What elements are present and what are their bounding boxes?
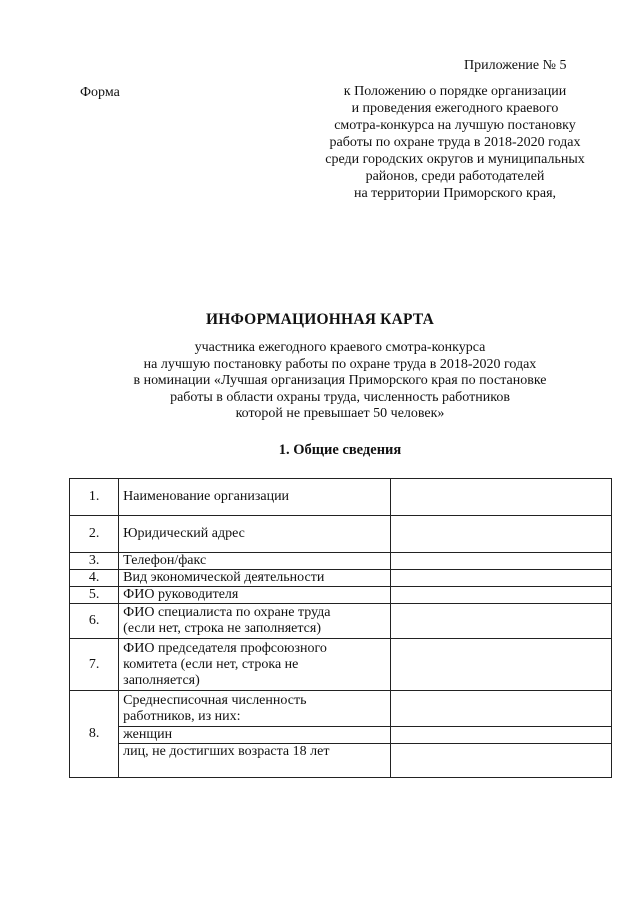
info-table <box>69 478 612 778</box>
row-label-line: ФИО специалиста по охране труда <box>123 605 331 620</box>
table-row <box>70 553 612 570</box>
document-subtitle <box>100 340 580 423</box>
table-subrow <box>70 744 612 778</box>
subtitle-line: которой не превышает 50 человек» <box>235 406 445 421</box>
regulation-line: работы по охране труда в 2018-2020 годах <box>329 135 581 150</box>
row-value-cell[interactable] <box>391 587 612 604</box>
row-value-cell[interactable] <box>391 570 612 587</box>
table-row <box>70 604 612 639</box>
row-label-line: комитета (если нет, строка не <box>123 656 299 672</box>
subtitle-line: на лучшую постановку работы по охране труда в 2018-2020 годах <box>143 356 537 372</box>
subrow-label <box>119 727 391 744</box>
row-label <box>119 587 391 604</box>
row-number: 1. <box>70 479 119 516</box>
regulation-reference <box>300 83 610 202</box>
form-label: Форма <box>80 85 120 100</box>
row-label-line: Вид экономической деятельности <box>123 570 325 585</box>
table-row <box>70 639 612 691</box>
subrow-label <box>119 744 391 778</box>
table-row <box>70 479 612 516</box>
row-number: 7. <box>70 639 119 691</box>
row-label-line: заполняется) <box>123 672 200 688</box>
table-row <box>70 570 612 587</box>
row-label-line: ФИО председателя профсоюзного <box>123 640 327 656</box>
row-label-line: Среднесписочная численность <box>123 692 307 708</box>
row-label <box>119 604 391 639</box>
row-value-cell[interactable] <box>391 479 612 516</box>
table-row <box>70 587 612 604</box>
subtitle-line: участника ежегодного краевого смотра-конкурса <box>194 340 486 355</box>
row-label <box>119 691 391 727</box>
row-number: 8. <box>70 691 119 778</box>
row-number: 6. <box>70 604 119 639</box>
row-label-line: лиц, не достигших возраста 18 лет <box>123 744 330 759</box>
row-label <box>119 553 391 570</box>
subtitle-line: в номинации «Лучшая организация Приморского края по постановке <box>133 373 547 388</box>
row-value-cell[interactable] <box>391 553 612 570</box>
row-label-line: ФИО руководителя <box>123 587 239 602</box>
regulation-line: районов, среди работодателей <box>365 169 545 184</box>
table-subrow <box>70 727 612 744</box>
document-title: ИНФОРМАЦИОННАЯ КАРТА <box>205 311 435 328</box>
row-label-line: работников, из них: <box>123 708 241 724</box>
regulation-line: среди городских округов и муниципальных <box>325 152 585 167</box>
row-label-line: женщин <box>123 727 173 742</box>
row-number: 5. <box>70 587 119 604</box>
regulation-line: и проведения ежегодного краевого <box>351 101 559 116</box>
row-label <box>119 639 391 691</box>
regulation-line: смотра-конкурса на лучшую постановку <box>334 118 576 133</box>
row-number: 2. <box>70 516 119 553</box>
regulation-line: к Положению о порядке организации <box>343 84 567 99</box>
appendix-number: Приложение № 5 <box>464 58 567 73</box>
row-value-cell[interactable] <box>391 727 612 744</box>
table-row <box>70 691 612 727</box>
row-value-cell[interactable] <box>391 516 612 553</box>
row-label <box>119 516 391 553</box>
table-row <box>70 516 612 553</box>
row-value-cell[interactable] <box>391 744 612 778</box>
row-value-cell[interactable] <box>391 691 612 727</box>
row-label-line: Юридический адрес <box>123 526 245 541</box>
row-value-cell[interactable] <box>391 604 612 639</box>
row-label <box>119 479 391 516</box>
row-label <box>119 570 391 587</box>
regulation-line: на территории Приморского края, <box>353 186 557 201</box>
row-label-line: Наименование организации <box>123 489 290 504</box>
row-number: 3. <box>70 553 119 570</box>
row-number: 4. <box>70 570 119 587</box>
row-label-line: Телефон/факс <box>123 553 207 568</box>
row-label-line: (если нет, строка не заполняется) <box>123 621 321 636</box>
row-value-cell[interactable] <box>391 639 612 691</box>
section-title: 1. Общие сведения <box>278 442 402 458</box>
subtitle-line: работы в области охраны труда, численность работников <box>170 389 510 405</box>
